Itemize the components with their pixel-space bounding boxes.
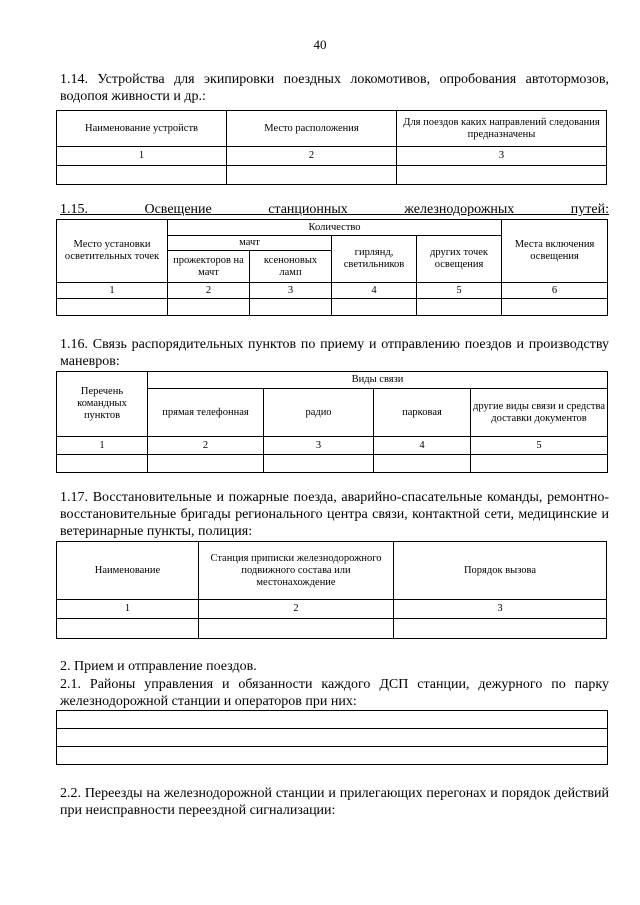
section-1-14-title: 1.14. Устройства для экипировки поездных локомотивов, опробования автотормозов, водопоя живности и др.: xyxy=(60,72,609,104)
header-count: Количество xyxy=(168,220,502,236)
table-1-15 xyxy=(56,219,608,316)
header-station: Станция приписки железнодорожного подвижного состава или местонахождение xyxy=(199,542,394,600)
header-name: Наименование xyxy=(57,542,199,600)
header-other-points: других точек освещения xyxy=(417,236,502,283)
empty-row xyxy=(57,747,608,765)
empty-cell xyxy=(417,299,502,316)
empty-cell xyxy=(199,619,394,639)
empty-row xyxy=(57,711,608,729)
empty-cell xyxy=(57,166,227,185)
header-projectors: прожекторов на мачт xyxy=(168,251,250,283)
section-2-2-text: 2.2. Переезды на железнодорожной станции и прилегающих перегонах и порядок действий при неисправности переездной сигнализации: xyxy=(60,786,609,818)
empty-cell xyxy=(394,619,607,639)
column-number: 2 xyxy=(168,283,250,299)
page-number: 40 xyxy=(313,37,327,52)
header-place: Место установки осветительных точек xyxy=(57,220,168,283)
empty-cell xyxy=(332,299,417,316)
table-1-16 xyxy=(56,371,608,473)
header-other-communication: другие виды связи и средства доставки документов xyxy=(471,389,608,437)
header-location: Место расположения xyxy=(227,111,397,147)
table-2-1 xyxy=(56,710,608,765)
column-number: 1 xyxy=(57,600,199,619)
section-1-16-title: 1.16. Связь распорядительных пунктов по приему и отправлению поездов и производству маневров: xyxy=(60,337,609,369)
column-number: 2 xyxy=(199,600,394,619)
empty-cell xyxy=(374,455,471,473)
header-communication-types: Виды связи xyxy=(148,372,608,389)
empty-cell xyxy=(168,299,250,316)
column-number: 1 xyxy=(57,437,148,455)
section-2-1-text: 2.1. Районы управления и обязанности каждого ДСП станции, дежурного по парку железнодорожной станции и операторов при них: xyxy=(60,677,609,709)
column-number: 5 xyxy=(471,437,608,455)
header-call-order: Порядок вызова xyxy=(394,542,607,600)
section-2-title: 2. Прием и отправление поездов. xyxy=(60,659,257,674)
empty-cell xyxy=(502,299,608,316)
column-number: 1 xyxy=(57,283,168,299)
empty-cell xyxy=(397,166,607,185)
header-command-points: Перечень командных пунктов xyxy=(57,372,148,437)
header-park: парковая xyxy=(374,389,471,437)
column-number: 4 xyxy=(332,283,417,299)
header-garlands: гирлянд, светильников xyxy=(332,236,417,283)
empty-cell xyxy=(148,455,264,473)
header-direct-phone: прямая телефонная xyxy=(148,389,264,437)
column-number: 5 xyxy=(417,283,502,299)
empty-cell xyxy=(264,455,374,473)
column-number: 3 xyxy=(264,437,374,455)
column-number: 3 xyxy=(397,147,607,166)
empty-row xyxy=(57,729,608,747)
column-number: 3 xyxy=(394,600,607,619)
header-xenon-lamps: ксеноновых ламп xyxy=(250,251,332,283)
empty-cell xyxy=(57,299,168,316)
section-1-17-title: 1.17. Восстановительные и пожарные поезда, аварийно-спасательные команды, ремонтно-восстановительные бригады регионального центра связи, контактной сети, медицинские и ветеринарные пункты, полиция: xyxy=(60,490,609,539)
empty-cell xyxy=(57,455,148,473)
column-number: 3 xyxy=(250,283,332,299)
header-device-name: Наименование устройств xyxy=(57,111,227,147)
table-1-14 xyxy=(56,110,607,185)
empty-cell xyxy=(250,299,332,316)
column-number: 6 xyxy=(502,283,608,299)
empty-cell xyxy=(227,166,397,185)
table-1-17 xyxy=(56,541,607,639)
header-radio: радио xyxy=(264,389,374,437)
header-masts: мачт xyxy=(168,236,332,251)
column-number: 4 xyxy=(374,437,471,455)
empty-cell xyxy=(471,455,608,473)
column-number: 2 xyxy=(227,147,397,166)
column-number: 2 xyxy=(148,437,264,455)
header-directions: Для поездов каких направлений следования предназначены xyxy=(397,111,607,147)
header-switch-places: Места включения освещения xyxy=(502,220,608,283)
section-1-15-title: 1.15. Освещение станционных железнодорожных путей: xyxy=(60,202,609,217)
column-number: 1 xyxy=(57,147,227,166)
empty-cell xyxy=(57,619,199,639)
